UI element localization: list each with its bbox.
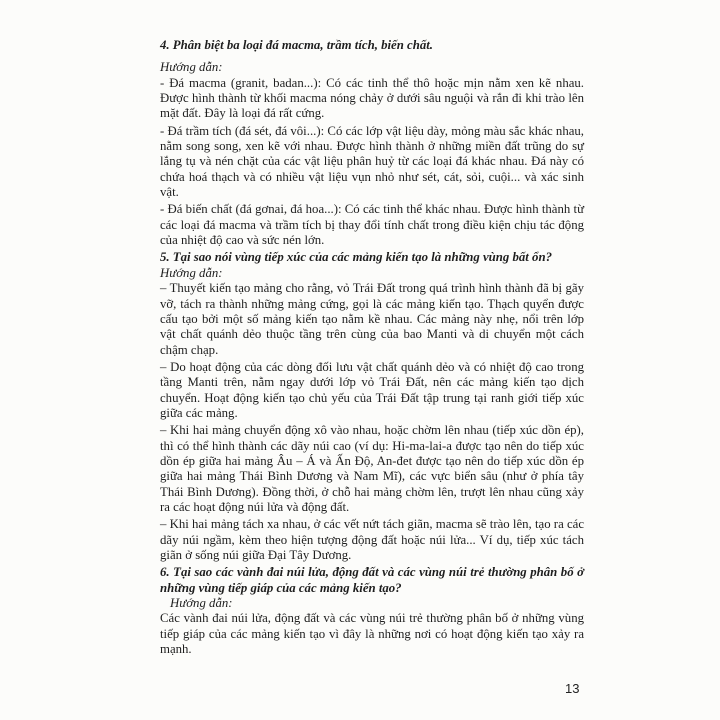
question-6-guide-label: Hướng dẫn: xyxy=(170,596,233,611)
question-5-guide-label: Hướng dẫn: xyxy=(160,265,223,280)
question-5-title: 5. Tại sao nói vùng tiếp xúc của các mảng kiến tạo là những vùng bất ổn? xyxy=(160,250,552,265)
question-6-paragraph: Các vành đai núi lửa, động đất và các vùng núi trẻ thường phân bố ở những vùng tiếp giáp của các mảng kiến tạo vì đây là những nơi có hoạt động kiến tạo xảy ra mạnh. xyxy=(160,611,584,657)
question-4-guide-label: Hướng dẫn: xyxy=(160,60,223,75)
question-4-paragraph: - Đá macma (granit, badan...): Có các tinh thể thô hoặc mịn nằm xen kẽ nhau. Được hình thành từ khối macma nóng chảy ở dưới sâu nguội và rắn đi khi trào lên mặt đất. Đây là loại đá rất cứng. xyxy=(160,75,584,121)
question-5-paragraph: – Khi hai mảng chuyển động xô vào nhau, hoặc chờm lên nhau (tiếp xúc dồn ép), thì có thể hình thành các dãy núi cao (ví dụ: Hi-ma-lai-a được tạo nên do tiếp xúc dồn ép giữa hai mảng Âu – Á và Ấn Độ, An-đet được tạo nên do tiếp xúc dồn ép giữa hai mảng Thái Bình Dương và Nam Mĩ), các vực biển sâu (như ở phía tây Thái Bình Dương). Đồng thời, ở chỗ hai mảng chờm lên, trượt lên nhau cũng xảy ra các hoạt động núi lửa và động đất. xyxy=(160,423,584,514)
question-6-title: 6. Tại sao các vành đai núi lửa, động đất và các vùng núi trẻ thường phân bố ở những vùng tiếp giáp của các mảng kiến tạo? xyxy=(160,565,584,595)
question-6 xyxy=(160,565,584,657)
question-4-paragraph: - Đá biến chất (đá gơnai, đá hoa...): Có các tinh thể khác nhau. Được hình thành từ các loại đá macma và trầm tích bị thay đổi tính chất trong điều kiện chịu tác động của nhiệt độ cao và sức nén lớn. xyxy=(160,202,584,248)
question-4-paragraph: - Đá trầm tích (đá sét, đá vôi...): Có các lớp vật liệu dày, mỏng màu sắc khác nhau, nằm song song, xen kẽ với nhau. Được hình thành ở những miền đất trũng do sự lắng tụ và nén chặt của các vật liệu phân huỷ từ các loại đá khác nhau. Đá này có chứa hoá thạch và có nhiều vật liệu vụn nhỏ như sét, cát, sỏi, cuội... và xác sinh vật. xyxy=(160,123,584,200)
page-content xyxy=(160,38,584,659)
question-4 xyxy=(160,38,584,248)
question-5 xyxy=(160,250,584,563)
page-number: 13 xyxy=(565,681,580,696)
question-5-paragraph: – Khi hai mảng tách xa nhau, ở các vết nứt tách giãn, macma sẽ trào lên, tạo ra các dãy núi ngầm, kèm theo hiện tượng động đất hoặc núi lửa... Ví dụ, tiếp xúc tách giãn ở sống núi giữa Đại Tây Dương. xyxy=(160,517,584,562)
question-5-paragraph: – Do hoạt động của các dòng đối lưu vật chất quánh dẻo và có nhiệt độ cao trong tầng Manti trên, nằm ngay dưới lớp vỏ Trái Đất, nên các mảng kiến tạo dịch chuyển. Hoạt động kiến tạo chủ yếu của Trái Đất tập trung tại ranh giới tiếp xúc giữa các mảng. xyxy=(160,359,584,420)
question-5-paragraph: – Thuyết kiến tạo mảng cho rằng, vỏ Trái Đất trong quá trình hình thành đã bị gãy vỡ, tách ra thành những mảng cứng, gọi là các mảng kiến tạo. Thạch quyển được cấu tạo bởi một số mảng kiến tạo nằm kề nhau. Các mảng này nhẹ, nổi trên lớp vật chất quánh dẻo thuộc tầng trên cùng của bao Manti và di chuyển một cách chậm chạp. xyxy=(160,281,584,357)
question-4-title: 4. Phân biệt ba loại đá macma, trầm tích, biến chất. xyxy=(160,38,434,52)
